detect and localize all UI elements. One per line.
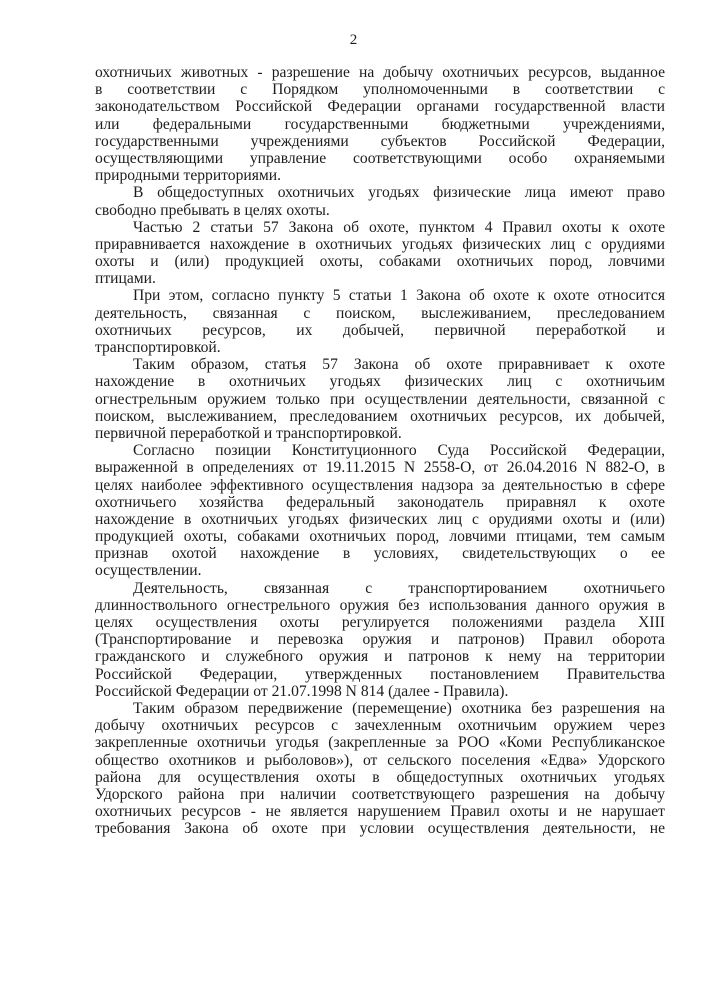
text-line: поиском, выслеживанием, преследованием охотничьих ресурсов, их добычей,	[95, 407, 665, 425]
text-line: осуществлении.	[95, 562, 202, 580]
text-line: общество охотников и рыболовов»), от сельского поселения «Едва» Удорского	[95, 751, 665, 769]
paragraph	[95, 580, 665, 700]
text-line: свободно пребывать в целях охоты.	[95, 201, 330, 219]
text-line: Деятельность, связанная с транспортированием охотничьего	[133, 579, 665, 597]
text-line: в соответствии с Порядком уполномоченными в соответствии с	[95, 81, 665, 99]
text-line: гражданского и служебного оружия и патронов к нему на территории	[95, 648, 665, 666]
text-line: охотничьих животных - разрешение на добычу охотничьих ресурсов, выданное	[95, 64, 665, 81]
text-line: осуществляющими управление соответствующими особо охраняемыми	[95, 149, 665, 167]
text-line: целях наиболее эффективного осуществления надзора за деятельностью в сфере	[95, 476, 665, 494]
page-number: 2	[349, 32, 358, 48]
paragraph	[95, 184, 665, 218]
text-line: природными территориями.	[95, 167, 282, 185]
paragraph	[95, 356, 665, 442]
text-line: приравнивается нахождение в охотничьих угодьях физических лиц с орудиями	[95, 235, 665, 253]
text-line: выраженной в определениях от 19.11.2015 N 2558-О, от 26.04.2016 N 882-О, в	[95, 459, 665, 477]
text-line: первичной переработкой и транспортировкой.	[95, 424, 402, 442]
text-line: охотничьего хозяйства федеральный законодатель приравнял к охоте	[95, 493, 665, 511]
text-line: государственными учреждениями субъектов Российской Федерации,	[95, 132, 665, 150]
text-line: нахождение в охотничьих угодьях физических лиц с охотничьим	[95, 373, 665, 391]
text-line: При этом, согласно пункту 5 статьи 1 Закона об охоте к охоте относится	[133, 287, 665, 305]
text-line: целях осуществления охоты регулируется положениями раздела XIII	[95, 614, 665, 631]
paragraph	[95, 64, 665, 184]
text-line: законодательством Российской Федерации органами государственной власти	[95, 98, 665, 116]
text-line: транспортировкой.	[95, 339, 221, 356]
text-line: длинноствольного огнестрельного оружия без использования данного оружия в	[95, 596, 665, 614]
text-line: признав охотой нахождение в условиях, свидетельствующих о ее	[95, 545, 665, 563]
text-line: требования Закона об охоте при условии осуществления деятельности, не	[95, 820, 665, 838]
text-line: Частью 2 статьи 57 Закона об охоте, пунктом 4 Правил охоты к охоте	[133, 218, 665, 236]
text-line: птицами.	[95, 270, 156, 288]
text-line: Таким образом передвижение (перемещение) охотника без разрешения на	[133, 699, 665, 717]
text-line: Российской Федерации, утвержденных постановлением Правительства	[95, 665, 665, 683]
text-line: закрепленные охотничьи угодья (закрепленные за РОО «Коми Республиканское	[95, 734, 665, 752]
text-line: или федеральными государственными бюджетными учреждениями,	[95, 115, 665, 133]
text-line: охоты и (или) продукцией охоты, собаками охотничьих пород, ловчими	[95, 253, 665, 271]
text-line: Российской Федерации от 21.07.1998 N 814 (далее - Правила).	[95, 682, 509, 700]
paragraph	[95, 287, 665, 356]
paragraph	[95, 442, 665, 580]
text-line: Таким образом, статья 57 Закона об охоте приравнивает к охоте	[133, 356, 665, 374]
text-line: нахождение в охотничьих угодьях физических лиц с орудиями охоты и (или)	[95, 510, 665, 528]
text-line: огнестрельным оружием только при осуществлении деятельности, связанной с	[95, 390, 665, 408]
text-line: деятельность, связанная с поиском, выслеживанием, преследованием	[95, 304, 665, 322]
text-line: охотничьих ресурсов, их добычей, первичной переработкой и	[95, 321, 665, 339]
text-line: района для осуществления охоты в общедоступных охотничьих угодьях	[95, 768, 665, 786]
text-line: Удорского района при наличии соответствующего разрешения на добычу	[95, 785, 665, 803]
text-line: охотничьих ресурсов - не является нарушением Правил охоты и не нарушает	[95, 803, 665, 821]
document-body	[95, 64, 665, 837]
paragraph	[95, 700, 665, 838]
text-line: Согласно позиции Конституционного Суда Российской Федерации,	[133, 442, 665, 460]
text-line: (Транспортирование и перевозка оружия и патронов) Правил оборота	[95, 631, 665, 649]
text-line: продукцией охоты, собаками охотничьих пород, ловчими птицами, тем самым	[95, 528, 665, 546]
paragraph	[95, 219, 665, 288]
text-line: В общедоступных охотничьих угодьях физические лица имеют право	[133, 184, 665, 202]
text-line: добычу охотничьих ресурсов с зачехленным охотничьим оружием через	[95, 717, 665, 735]
